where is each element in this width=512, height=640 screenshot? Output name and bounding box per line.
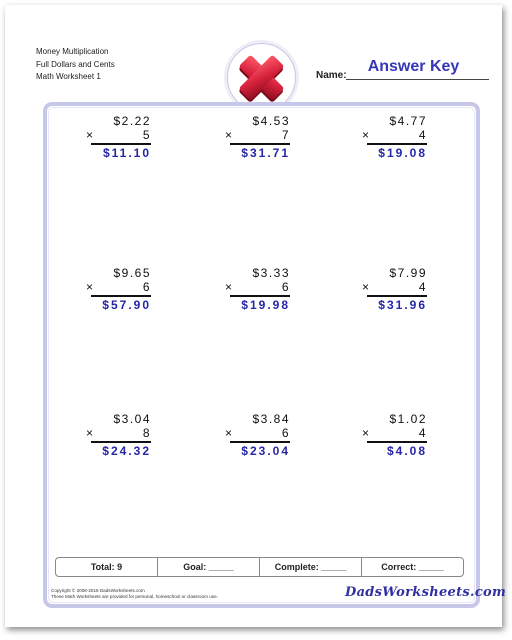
total-cell: Total: 9 (56, 558, 158, 576)
copyright-line-1: Copyright © 2008-2018 DadsWorksheets.com (51, 588, 145, 593)
answer-rule (367, 441, 427, 443)
multiplicand: $4.77 (389, 114, 427, 128)
multiplier: 6 (281, 280, 290, 294)
multiplicand: $4.53 (252, 114, 290, 128)
title-line-2: Full Dollars and Cents (36, 59, 115, 69)
answer: $23.04 (241, 444, 290, 458)
problem-5 (225, 266, 290, 312)
multiplier: 4 (418, 280, 427, 294)
answer: $31.71 (241, 146, 290, 160)
problem-9 (362, 412, 427, 458)
multiplicand: $3.33 (252, 266, 290, 280)
times-sign: × (362, 128, 370, 142)
times-sign: × (225, 426, 233, 440)
red-x-icon (228, 44, 295, 111)
copyright-notice (51, 588, 218, 600)
times-sign: × (225, 128, 233, 142)
times-sign: × (225, 280, 233, 294)
problem-2 (225, 114, 290, 160)
problem-1 (86, 114, 151, 160)
answer-key-label: Answer Key (367, 58, 460, 75)
multiplicand: $3.04 (113, 412, 151, 426)
multiplicand: $7.99 (389, 266, 427, 280)
correct-cell: Correct: _____ (381, 562, 444, 572)
name-label: Name: (316, 70, 347, 81)
goal-cell: Goal: _____ (158, 558, 260, 576)
times-sign: × (86, 128, 94, 142)
answer-rule (230, 441, 290, 443)
answer: $24.32 (102, 444, 151, 458)
problem-6 (362, 266, 427, 312)
multiplier: 5 (142, 128, 151, 142)
problem-4 (86, 266, 151, 312)
name-field-line (346, 79, 489, 80)
answer: $4.08 (386, 444, 427, 458)
answer: $57.90 (102, 298, 151, 312)
worksheet-title (36, 46, 115, 84)
complete-cell: Complete: _____ (260, 558, 362, 576)
multiplicand: $2.22 (113, 114, 151, 128)
answer-rule (230, 295, 290, 297)
times-sign: × (86, 280, 94, 294)
answer-rule (91, 295, 151, 297)
multiplicand: $9.65 (113, 266, 151, 280)
problem-8 (225, 412, 290, 458)
answer: $11.10 (102, 146, 151, 160)
answer-rule (367, 143, 427, 145)
answer: $19.08 (378, 146, 427, 160)
answer-rule (91, 143, 151, 145)
multiplier: 7 (281, 128, 290, 142)
dadsworksheets-logo: DadsWorksheets.com (345, 585, 507, 600)
multiplicand: $1.02 (389, 412, 427, 426)
answer-rule (230, 143, 290, 145)
multiplier: 6 (281, 426, 290, 440)
multiplier: 6 (142, 280, 151, 294)
title-line-1: Money Multiplication (36, 47, 109, 56)
title-line-3: Math Worksheet 1 (36, 72, 101, 81)
answer-rule (91, 441, 151, 443)
times-sign: × (86, 426, 94, 440)
problem-7 (86, 412, 151, 458)
multiplier: 8 (142, 426, 151, 440)
score-bar (55, 557, 464, 577)
multiplier: 4 (418, 426, 427, 440)
multiplier: 4 (418, 128, 427, 142)
answer-rule (367, 295, 427, 297)
answer: $31.96 (378, 298, 427, 312)
problem-3 (362, 114, 427, 160)
times-sign: × (362, 426, 370, 440)
answer: $19.98 (241, 298, 290, 312)
times-sign: × (362, 280, 370, 294)
multiplicand: $3.84 (252, 412, 290, 426)
worksheet-page (5, 5, 507, 627)
copyright-line-2: These Math Worksheets are provided for personal, homeschool or classroom use. (51, 594, 218, 599)
problems-frame (43, 102, 480, 608)
